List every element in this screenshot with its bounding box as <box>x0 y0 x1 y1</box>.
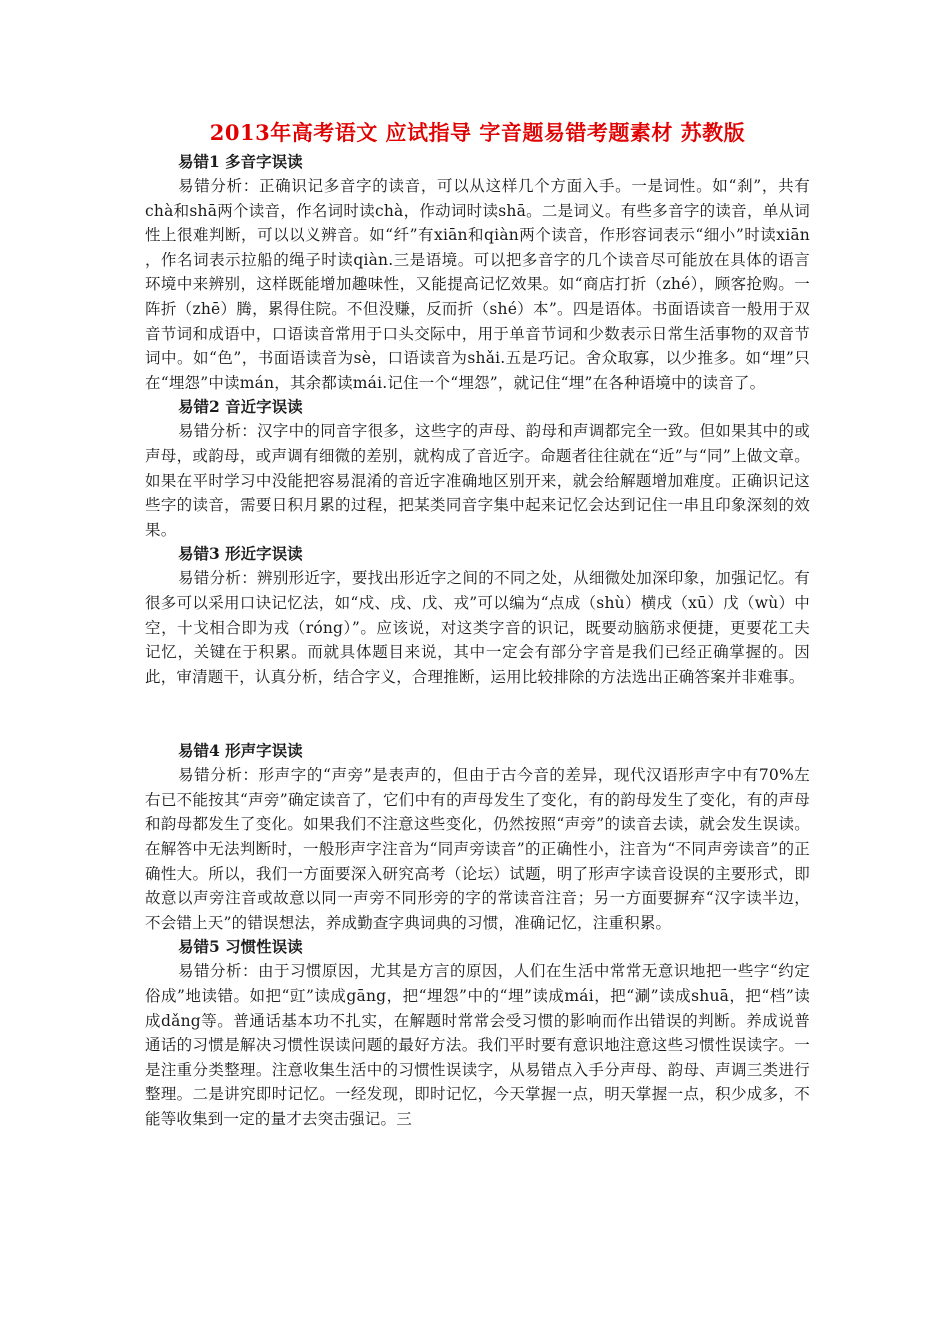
section-body: 易错分析：辨别形近字，要找出形近字之间的不同之处，从细微处加深印象，加强记忆。有很多可以采用口诀记忆法，如“戍、戌、戊、戎”可以编为“点成（shù）横戌（xū）戊（wù）中空，十戈相合即为戎（róng）”。应该说，对这类字音的识记，既要动脑筋求便捷，更要花工夫记忆，关键在于积累。而就具体题目来说，其中一定会有部分字音是我们已经正确掌握的。因此，审清题干，认真分析，结合字义，合理推断，运用比较排除的方法选出正确答案并非难事。 <box>145 569 810 686</box>
section-heading: 易错2 音近字误读 <box>178 397 303 417</box>
blank-spacer <box>145 689 810 739</box>
section-4 <box>145 739 810 935</box>
section-heading: 易错4 形声字误读 <box>178 741 303 761</box>
section-heading: 易错5 习惯性误读 <box>178 937 303 957</box>
section-body: 易错分析：由于习惯原因，尤其是方言的原因，人们在生活中常常无意识地把一些字“约定俗成”地读错。如把“豇”读成gāng，把“埋怨”中的“埋”读成mái，把“涮”读成shuā，把“档”读成dǎng等。普通话基本功不扎实，在解题时常常会受习惯的影响而作出错误的判断。养成说普通话的习惯是解决习惯性误读问题的最好方法。我们平时要有意识地注意这些习惯性误读字。一是注重分类整理。注意收集生活中的习惯性误读字，从易错点入手分声母、韵母、声调三类进行整理。二是讲究即时记忆。一经发现，即时记忆，今天掌握一点，明天掌握一点，积少成多，不能等收集到一定的量才去突击强记。三 <box>145 962 810 1128</box>
document-title: 2013年高考语文 应试指导 字音题易错考题素材 苏教版 <box>209 120 746 145</box>
section-body: 易错分析：形声字的“声旁”是表声的，但由于古今音的差异，现代汉语形声字中有70%左右已不能按其“声旁”确定读音了，它们中有的声母发生了变化，有的韵母发生了变化，有的声母和韵母都发生了变化。如果我们不注意这些变化，仍然按照“声旁”的读音去读，就会发生误读。在解答中无法判断时，一般形声字注音为“同声旁读音”的正确性小，注音为“不同声旁读音”的正确性大。所以，我们一方面要深入研究高考（论坛）试题，明了形声字读音设误的主要形式，即故意以声旁注音或故意以同一声旁不同形旁的字的常读音注音；另一方面要摒弃“汉字读半边，不会错上天”的错误想法，养成勤查字典词典的习惯，准确记忆，注重积累。 <box>145 766 810 932</box>
section-body: 易错分析：汉字中的同音字很多，这些字的声母、韵母和声调都完全一致。但如果其中的或声母，或韵母，或声调有细微的差别，就构成了音近字。命题者往往就在“近”与“同”上做文章。如果在平时学习中没能把容易混淆的音近字准确地区别开来，就会给解题增加难度。正确识记这些字的读音，需要日积月累的过程，把某类同音字集中起来记忆会达到记住一串且印象深刻的效果。 <box>145 422 810 539</box>
document-page <box>145 118 810 1132</box>
section-body: 易错分析：正确识记多音字的读音，可以从这样几个方面入手。一是词性。如“刹”，共有chà和shā两个读音，作名词时读chà，作动词时读shā。二是词义。有些多音字的读音，单从词性上很难判断，可以以义辨音。如“纤”有xiān和qiàn两个读音，作形容词表示“细小”时读xiān ，作名词表示拉船的绳子时读qiàn.三是语境。可以把多音字的几个读音尽可能放在具体的语言环境中来辨别，这样既能增加趣味性，又能提高记忆效果。如“商店打折（zhé），顾客抢购。一阵折（zhē）腾，累得住院。不但没赚，反而折（shé）本”。四是语体。书面语读音一般用于双音节词和成语中，口语读音常用于口头交际中，用于单音节词和少数表示日常生活事物的双音节词中。如“色”，书面语读音为sè，口语读音为shǎi.五是巧记。舍众取寡，以少推多。如“埋”只在“埋怨”中读mán，其余都读mái.记住一个“埋怨”，就记住“埋”在各种语境中的读音了。 <box>145 177 810 392</box>
section-5 <box>145 935 810 1131</box>
section-1 <box>145 150 810 395</box>
section-heading: 易错3 形近字误读 <box>178 544 303 564</box>
section-2 <box>145 395 810 542</box>
section-heading: 易错1 多音字误读 <box>178 152 303 171</box>
section-3 <box>145 542 810 689</box>
